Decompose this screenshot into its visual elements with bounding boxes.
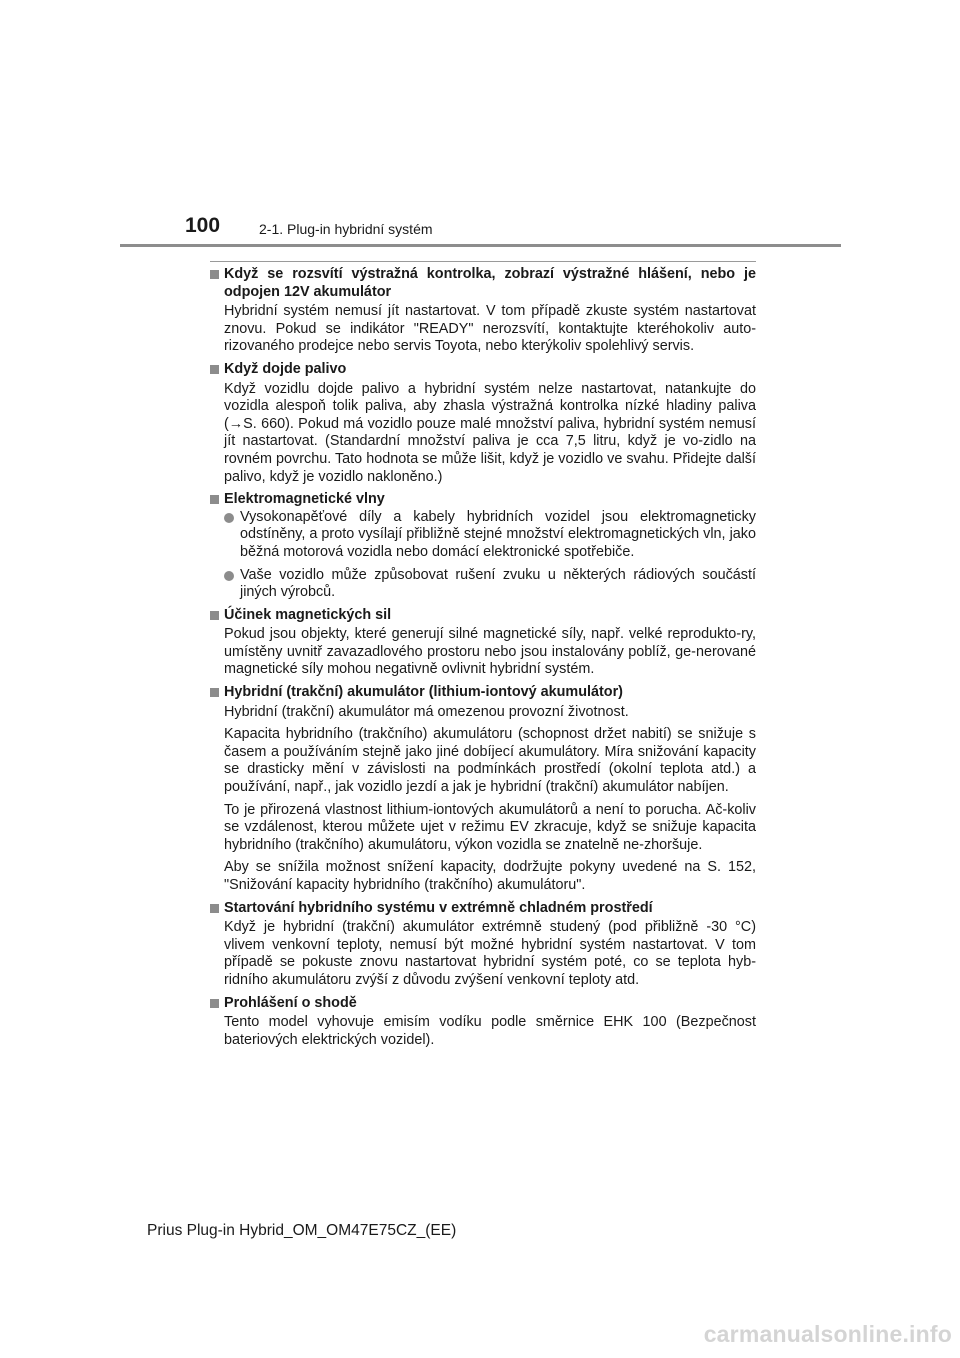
content-divider (210, 261, 756, 262)
paragraph: Když je hybridní (trakční) akumulátor extrémně studený (pod přibližně -30 °C) vlivem venkovní teploty, nemusí být možné hybridní systém nastartovat. V tom případě se pokuste znovu nastartovat hybridní systém poté, co se teplota hyb-ridního akumulátoru zvýší z důvodu zvýšení venkovní teploty atd. (224, 919, 756, 988)
list-item (224, 509, 756, 562)
section-heading-text: Když se rozsvítí výstražná kontrolka, zobrazí výstražné hlášení, nebo je odpojen 12V akumulátor (224, 266, 756, 300)
paragraph: To je přirozená vlastnost lithium-iontových akumulátorů a není to porucha. Ač-koliv se vzdálenost, kterou můžete ujet v režimu EV zkracuje, když se snižuje kapacita hybridního (trakčního) akumulátoru, výkon vozidla se znatelně ne-zhoršuje. (224, 801, 756, 853)
square-bullet-icon (210, 495, 219, 504)
section-heading (210, 607, 756, 625)
section-heading (210, 900, 756, 918)
section-heading-text: Když dojde palivo (224, 360, 347, 377)
square-bullet-icon (210, 904, 219, 913)
section-heading-text: Prohlášení o shodě (224, 994, 357, 1011)
section-heading-text: Hybridní (trakční) akumulátor (lithium-iontový akumulátor) (224, 684, 623, 701)
page-number: 100 (185, 214, 221, 237)
section-heading (210, 361, 756, 379)
section-12v-warning (210, 266, 756, 356)
section-heading (210, 995, 756, 1013)
paragraph: Hybridní (trakční) akumulátor má omezenou provozní životnost. (224, 703, 629, 720)
section-heading (210, 684, 756, 702)
paragraph: Kapacita hybridního (trakčního) akumulátoru (schopnost držet nabití) se snižuje s časem a používáním stejně jako jiné dobíjecí akumulátory. Míra snižování kapacity se drasticky mění v závislosti na podmínkách prostředí (okolní teplota atd.) a používání, např., jak vozidlo jezdí a jak je hybridní (trakční) akumulátor nabíjen. (224, 726, 756, 796)
section-heading-text: Startování hybridního systému v extrémně chladném prostředí (224, 899, 653, 916)
section-heading (210, 266, 756, 301)
section-electromagnetic-waves (210, 491, 756, 602)
watermark: carmanualsonline.info (703, 1321, 952, 1347)
section-title: 2-1. Plug-in hybridní systém (259, 221, 433, 237)
paragraph: Aby se snížila možnost snížení kapacity, dodržujte pokyny uvedené na S. 152, "Snižování kapacity hybridního (trakčního) akumulátoru". (224, 859, 756, 893)
square-bullet-icon (210, 611, 219, 620)
circle-bullet-icon (224, 513, 234, 523)
section-heading-text: Elektromagnetické vlny (224, 491, 385, 508)
list-item (224, 567, 756, 602)
square-bullet-icon (210, 999, 219, 1008)
section-magnetic-forces (210, 607, 756, 679)
paragraph: Když vozidlu dojde palivo a hybridní systém nelze nastartovat, natankujte do vozidla alespoň tolik paliva, aby zhasla výstražná kontrolka nízké hladiny paliva (→S. 660). Pokud má vozidlo pouze malé množství paliva, hybridní systém nemusí jít nastartovat. (Standardní množství paliva je cca 7,5 litru, když je vo-zidlo na rovném povrchu. Tato hodnota se může lišit, když je vozidlo ve svahu. Přidejte další palivo, když je vozidlo nakloněno.) (224, 380, 756, 485)
header-divider (120, 244, 841, 247)
square-bullet-icon (210, 270, 219, 279)
section-declaration-of-conformity (210, 995, 756, 1050)
section-cold-start (210, 900, 756, 990)
paragraph: Tento model vyhovuje emisím vodíku podle směrnice EHK 100 (Bezpečnost bateriových elektrických vozidel). (224, 1014, 756, 1048)
page-header (0, 0, 960, 280)
document-body (210, 266, 756, 1054)
paragraph: Hybridní systém nemusí jít nastartovat. V tom případě zkuste systém nastartovat znovu. Pokud se indikátor "READY" nerozsvítí, kontaktujte kteréhokoliv auto-rizovaného prodejce nebo servis Toyota, nebo kterýkoliv spolehlivý servis. (224, 303, 756, 355)
section-heading-text: Účinek magnetických sil (224, 606, 392, 623)
section-out-of-fuel (210, 361, 756, 486)
paragraph: Pokud jsou objekty, které generují silné magnetické síly, např. velké reprodukto-ry, umístěny uvnitř zavazadlového prostoru nebo jsou instalovány poblíž, ge-nerované magnetické síly mohou negativně ovlivnit hybridní systém. (224, 626, 756, 678)
page-footer: Prius Plug-in Hybrid_OM_OM47E75CZ_(EE) (147, 1222, 457, 1239)
section-heading (210, 491, 756, 509)
circle-bullet-icon (224, 571, 234, 581)
square-bullet-icon (210, 688, 219, 697)
list-item-text: Vysokonapěťové díly a kabely hybridních vozidel jsou elektromagneticky odstíněny, a proto vysílají přibližně stejné množství elektromagnetických vln, jako běžná motorová vozidla nebo domácí elektronické spotřebiče. (240, 508, 756, 560)
list-item-text: Vaše vozidlo může způsobovat rušení zvuku u některých rádiových součástí jiných výrobců. (240, 566, 756, 601)
section-traction-battery (210, 684, 756, 895)
square-bullet-icon (210, 365, 219, 374)
